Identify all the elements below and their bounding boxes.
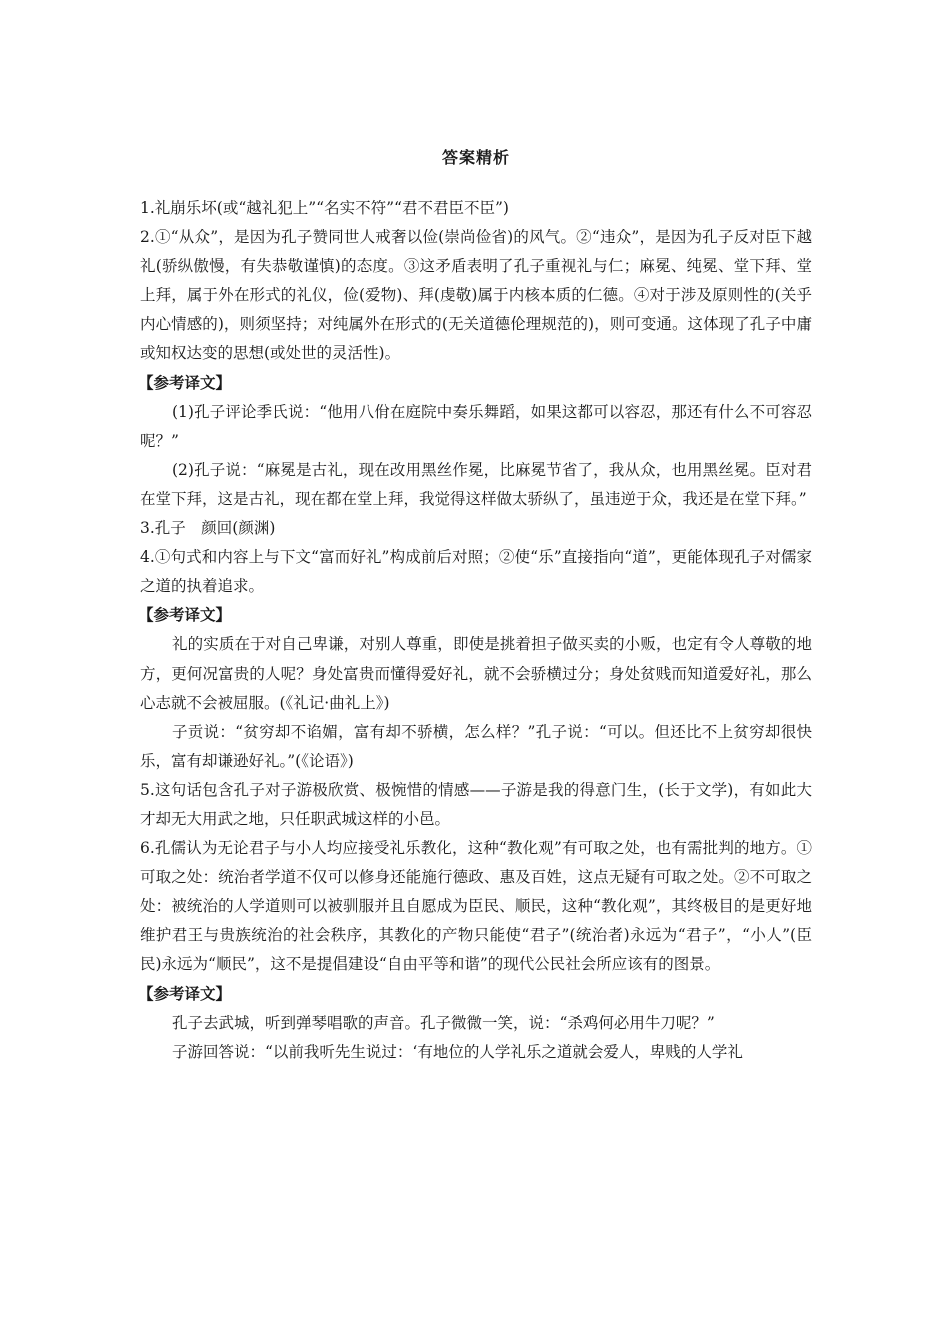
answer-1: 1.礼崩乐坏(或“越礼犯上”“名实不符”“君不君臣不臣”) (140, 199, 509, 217)
answer-4: 4.①句式和内容上与下文“富而好礼”构成前后对照；②使“乐”直接指向“道”，更能体现孔子对儒家之道的执着追求。 (140, 548, 812, 596)
document-page (140, 140, 812, 1067)
reference-translation-heading-2: 【参考译文】 (138, 606, 232, 625)
translation-6-part-2: 子游回答说：“以前我听先生说过：‘有地位的人学礼乐之道就会爱人，卑贱的人学礼 (172, 1042, 743, 1061)
reference-translation-heading-3: 【参考译文】 (138, 984, 232, 1003)
translation-4-part-2: 子贡说：“贫穷却不谄媚，富有却不骄横，怎么样？”孔子说：“可以。但还比不上贫穷却很快乐，富有却谦逊好礼。”(《论语》) (140, 722, 812, 770)
reference-translation-heading-1: 【参考译文】 (138, 373, 232, 392)
answer-2: 2.①“从众”，是因为孔子赞同世人戒奢以俭(崇尚俭省)的风气。②“违众”，是因为孔子反对臣下越礼(骄纵傲慢，有失恭敬谨慎)的态度。③这矛盾表明了孔子重视礼与仁；麻冕、纯冕、堂下拜、堂上拜，属于外在形式的礼仪，俭(爱物)、拜(虔敬)属于内核本质的仁德。④对于涉及原则性的(关乎内心情感的)，则须坚持；对纯属外在形式的(无关道德伦理规范的)，则可变通。这体现了孔子中庸或知权达变的思想(或处世的灵活性)。 (140, 228, 812, 363)
translation-4-part-1: 礼的实质在于对自己卑谦，对别人尊重，即使是挑着担子做买卖的小贩，也定有令人尊敬的地方，更何况富贵的人呢？身处富贵而懂得爱好礼，就不会骄横过分；身处贫贱而知道爱好礼，那么心志就不会被屈服。(《礼记·曲礼上》) (140, 635, 812, 712)
page-title: 答案精析 (441, 148, 510, 167)
translation-6-part-1: 孔子去武城，听到弹琴唱歌的声音。孔子微微一笑，说：“杀鸡何必用牛刀呢？” (172, 1013, 715, 1032)
answer-3: 3.孔子 颜回(颜渊) (140, 519, 276, 538)
answer-5: 5.这句话包含孔子对子游极欣赏、极惋惜的情感——子游是我的得意门生，(长于文学)，有如此大才却无大用武之地，只任职武城这样的小邑。 (140, 780, 812, 828)
translation-2-part-2: (2)孔子说：“麻冕是古礼，现在改用黑丝作冕，比麻冕节省了，我从众，也用黑丝冕。臣对君在堂下拜，这是古礼，现在都在堂上拜，我觉得这样做太骄纵了，虽违逆于众，我还是在堂下拜。” (140, 460, 812, 508)
answer-6: 6.孔儒认为无论君子与小人均应接受礼乐教化，这种“教化观”有可取之处，也有需批判的地方。①可取之处：统治者学道不仅可以修身还能施行德政、惠及百姓，这点无疑有可取之处。②不可取之处：被统治的人学道则可以被驯服并且自愿成为臣民、顺民，这种“教化观”，其终极目的是更好地维护君王与贵族统治的社会秩序，其教化的产物只能使“君子”(统治者)永远为“君子”，“小人”(臣民)永远为“顺民”，这不是提倡建设“自由平等和谐”的现代公民社会所应该有的图景。 (140, 839, 812, 974)
translation-2-part-1: (1)孔子评论季氏说：“他用八佾在庭院中奏乐舞蹈，如果这都可以容忍，那还有什么不可容忍呢？” (140, 402, 812, 450)
